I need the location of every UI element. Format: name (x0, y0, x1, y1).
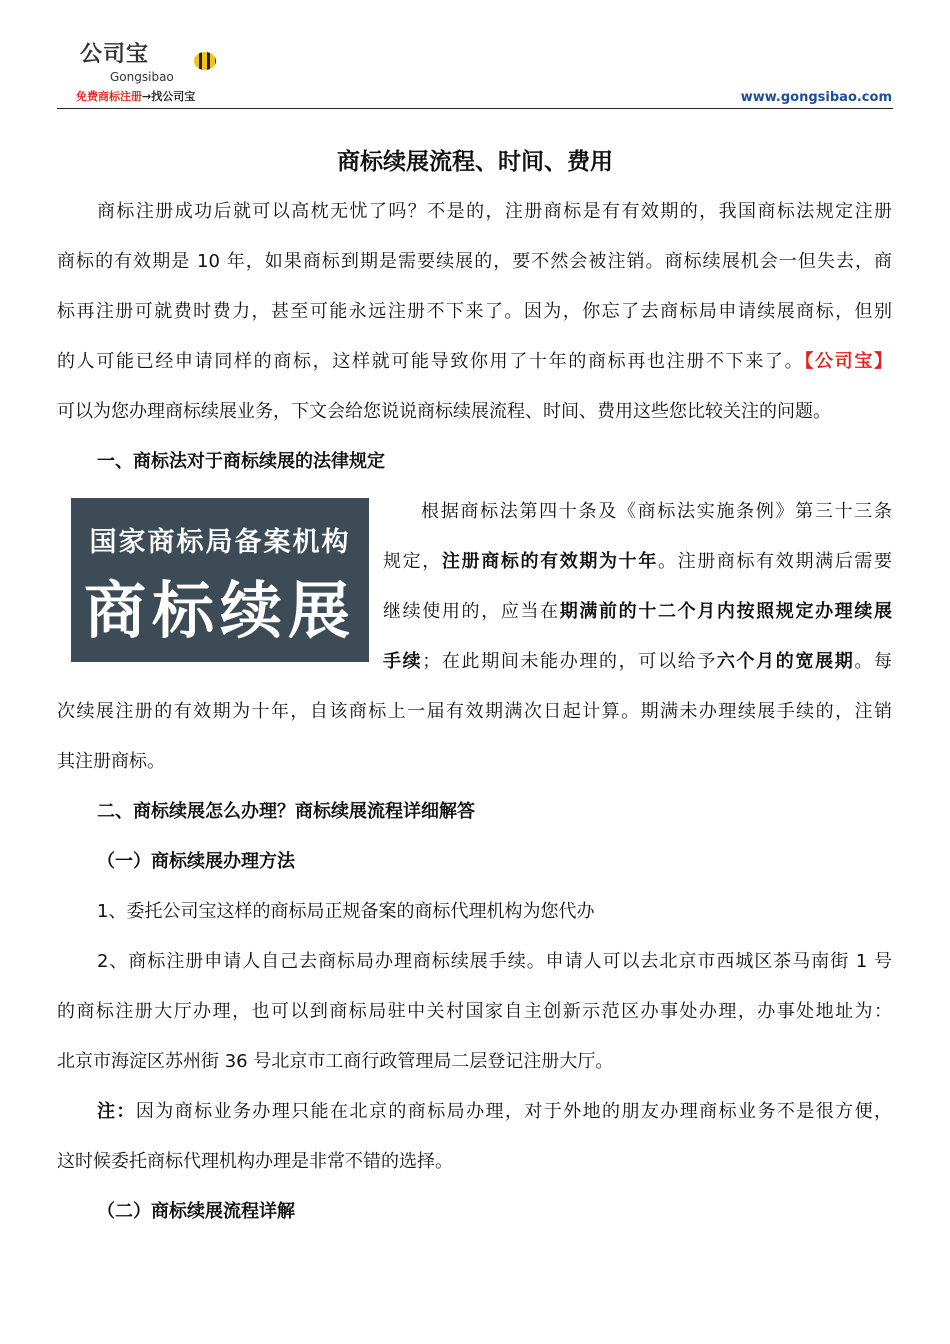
text-line (97, 1198, 295, 1226)
text-line (57, 298, 892, 326)
logo-tag-dark: →找公司宝 (142, 90, 196, 103)
text-line (57, 998, 892, 1026)
text-segment: 。注册商标有效期满后需要 (657, 551, 893, 572)
text-segment: 标再注册可就费时费力，甚至可能永远注册不下来了。因为，你忘了去商标局申请续展商标，但别 (57, 301, 892, 322)
section-heading: （二）商标续展流程详解 (97, 1201, 295, 1222)
trademark-renewal-banner-image (71, 498, 369, 662)
text-segment: 继续使用的，应当在 (383, 601, 560, 622)
text-line (97, 1098, 892, 1126)
banner-subtitle: 国家商标局备案机构 (89, 527, 351, 558)
text-segment: 商标注册成功后就可以高枕无忧了吗？不是的，注册商标是有有效期的，我国商标法规定注册 (97, 201, 892, 222)
logo-text: 公司宝 (80, 42, 150, 67)
section-heading: 一、商标法对于商标续展的法律规定 (97, 451, 385, 472)
text-line (57, 348, 892, 376)
banner-main-text: 商标续展 (83, 574, 356, 647)
text-line (383, 548, 892, 576)
text-line (421, 498, 892, 526)
text-segment: 。每 (854, 651, 893, 672)
text-line (57, 1148, 453, 1176)
text-segment: 商标的有效期是 10 年，如果商标到期是需要续展的，要不然会被注销。商标续展机会一但失去，商 (57, 251, 892, 272)
bold-text: 期满前的十二个月内按照规定办理续展 (559, 601, 893, 622)
site-url-link[interactable]: www.gongsibao.com (740, 90, 892, 105)
text-line (97, 898, 594, 926)
section-heading: 二、商标续展怎么办理？商标续展流程详细解答 (97, 801, 475, 822)
header-divider (57, 108, 893, 109)
logo-subtext: Gongsibao (110, 70, 174, 84)
text-segment: 的商标注册大厅办理，也可以到商标局驻中关村国家自主创新示范区办事处办理，办事处地址为： (57, 1001, 892, 1022)
logo-tagline (76, 90, 195, 104)
text-segment: 2、商标注册申请人自己去商标局办理商标续展手续。申请人可以去北京市西城区茶马南街 1 号 (97, 951, 892, 972)
text-segment: 可以为您办理商标续展业务，下文会给您说说商标续展流程、时间、费用这些您比较关注的问题。 (57, 401, 831, 422)
bee-icon (194, 52, 216, 70)
text-line (97, 798, 475, 826)
text-segment: ；在此期间未能办理的，可以给予 (422, 651, 717, 672)
text-segment: 其注册商标。 (57, 751, 165, 772)
text-segment: 的人可能已经申请同样的商标，这样就可能导致你用了十年的商标再也注册不下来了。 (57, 351, 805, 372)
text-line (97, 848, 295, 876)
brand-highlight: 【公司宝】 (804, 351, 893, 372)
page-title: 商标续展流程、时间、费用 (337, 149, 613, 175)
gongsibao-logo (72, 42, 232, 106)
text-line (97, 948, 892, 976)
bold-text: 六个月的宽展期 (716, 651, 855, 672)
text-segment: 根据商标法第四十条及《商标法实施条例》第三十三条 (421, 501, 892, 522)
text-line (57, 398, 831, 426)
text-line (97, 448, 385, 476)
text-segment: 次续展注册的有效期为十年，自该商标上一届有效期满次日起计算。期满未办理续展手续的，注销 (57, 701, 892, 722)
text-segment: 规定， (383, 551, 442, 572)
text-line (97, 198, 892, 226)
bold-text: 注： (97, 1101, 136, 1122)
text-line (383, 648, 892, 676)
text-line (383, 598, 892, 626)
bold-text: 手续 (383, 651, 423, 672)
text-line (57, 1048, 613, 1076)
section-heading: （一）商标续展办理方法 (97, 851, 295, 872)
text-line (57, 698, 892, 726)
text-segment: 1、委托公司宝这样的商标局正规备案的商标代理机构为您代办 (97, 901, 595, 922)
bold-text: 注册商标的有效期为十年 (441, 551, 658, 572)
text-segment: 因为商标业务办理只能在北京的商标局办理，对于外地的朋友办理商标业务不是很方便， (135, 1101, 893, 1122)
text-line (57, 248, 892, 276)
text-segment: 这时候委托商标代理机构办理是非常不错的选择。 (57, 1151, 453, 1172)
text-segment: 北京市海淀区苏州街 36 号北京市工商行政管理局二层登记注册大厅。 (57, 1051, 614, 1072)
logo-tag-red: 免费商标注册 (76, 90, 142, 103)
text-line (57, 748, 165, 776)
